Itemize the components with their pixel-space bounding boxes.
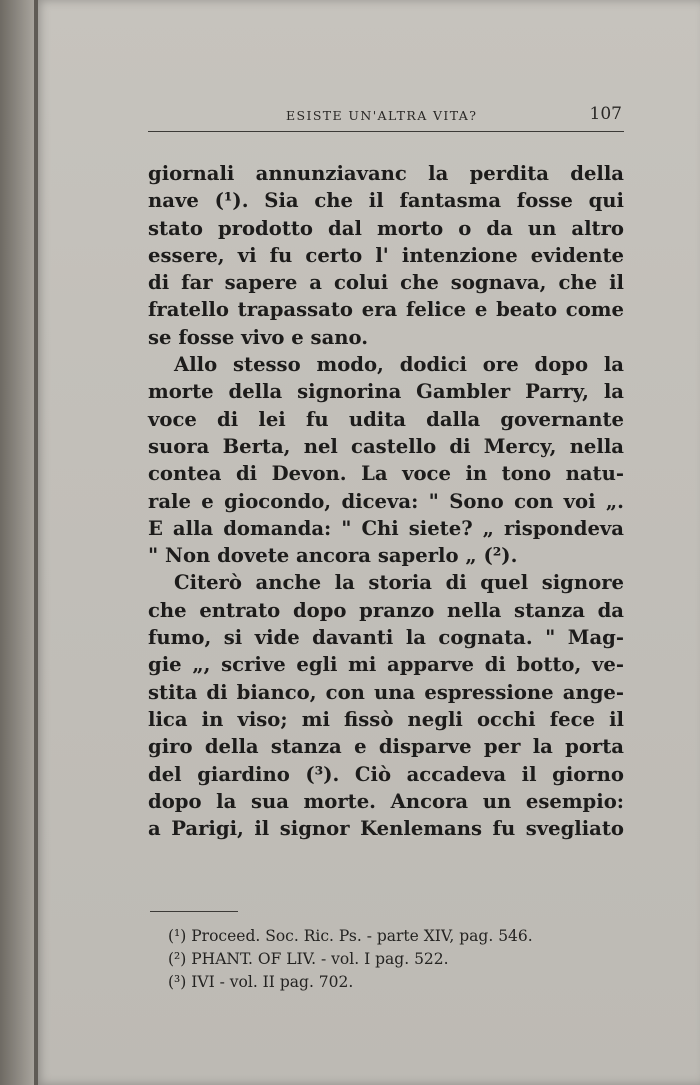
footnote-mark: (¹) <box>168 927 187 945</box>
text-line: giro della stanza e disparve per la porta <box>148 735 624 759</box>
text-line: del giardino (³). Ciò accadeva il giorno <box>148 762 624 786</box>
body-text <box>148 160 624 842</box>
footnotes <box>168 925 628 994</box>
page-edge <box>34 0 38 1085</box>
text-line: giornali annunziavanc la perdita della <box>148 162 624 185</box>
text-line: che entrato dopo pranzo nella stanza da <box>148 598 624 622</box>
text-line: fratello trapassato era felice e beato come <box>148 298 624 322</box>
header-rule <box>148 131 624 132</box>
footnote-mark: (³) <box>168 973 187 991</box>
text-line: contea di Devon. La voce in tono natu- <box>148 462 624 486</box>
footnote-text: PHANT. OF LIV. - vol. I pag. 522. <box>191 950 449 968</box>
footnote-1 <box>168 925 628 948</box>
text-line: lica in viso; mi fissò negli occhi fece il <box>148 707 624 731</box>
text-line: se fosse vivo e sano. <box>148 325 369 349</box>
footnote-mark: (²) <box>168 950 187 968</box>
footnote-2 <box>168 948 628 971</box>
footnote-text: IVI - vol. II pag. 702. <box>191 973 354 991</box>
text-line: gie „, scrive egli mi apparve di botto, ve- <box>148 653 624 677</box>
text-line: stato prodotto dal morto o da un altro <box>148 216 624 240</box>
page-header <box>150 104 622 130</box>
footnote-text: Proceed. Soc. Ric. Ps. - parte XIV, pag. 546. <box>191 927 533 945</box>
text-line: dopo la sua morte. Ancora un esempio: <box>148 789 624 813</box>
text-line: E alla domanda: " Chi siete? „ rispondeva <box>148 516 624 540</box>
text-line: " Non dovete ancora saperlo „ (²). <box>148 544 518 568</box>
text-line: morte della signorina Gambler Parry, la <box>148 380 624 404</box>
text-line: a Parigi, il signor Kenlemans fu svegliato <box>148 817 624 841</box>
text-line: di far sapere a colui che sognava, che il <box>148 271 624 295</box>
text-line: Allo stesso modo, dodici ore dopo la <box>174 353 624 377</box>
text-line: rale e giocondo, diceva: " Sono con voi „. <box>148 489 624 513</box>
running-head: ESISTE UN'ALTRA VITA? <box>286 108 478 123</box>
text-line: essere, vi fu certo l' intenzione evidente <box>148 243 624 267</box>
text-line: suora Berta, nel castello di Mercy, nella <box>148 434 624 458</box>
text-line: fumo, si vide davanti la cognata. " Mag- <box>148 626 624 650</box>
footnote-3 <box>168 971 628 994</box>
text-line: nave (¹). Sia che il fantasma fosse qui <box>148 189 624 213</box>
text-line: voce di lei fu udita dalla governante <box>148 407 624 431</box>
text-line: Citerò anche la storia di quel signore <box>174 571 624 595</box>
page-number: 107 <box>589 104 622 124</box>
text-line: stita di bianco, con una espressione ange- <box>148 680 624 704</box>
footnote-rule <box>150 911 238 912</box>
